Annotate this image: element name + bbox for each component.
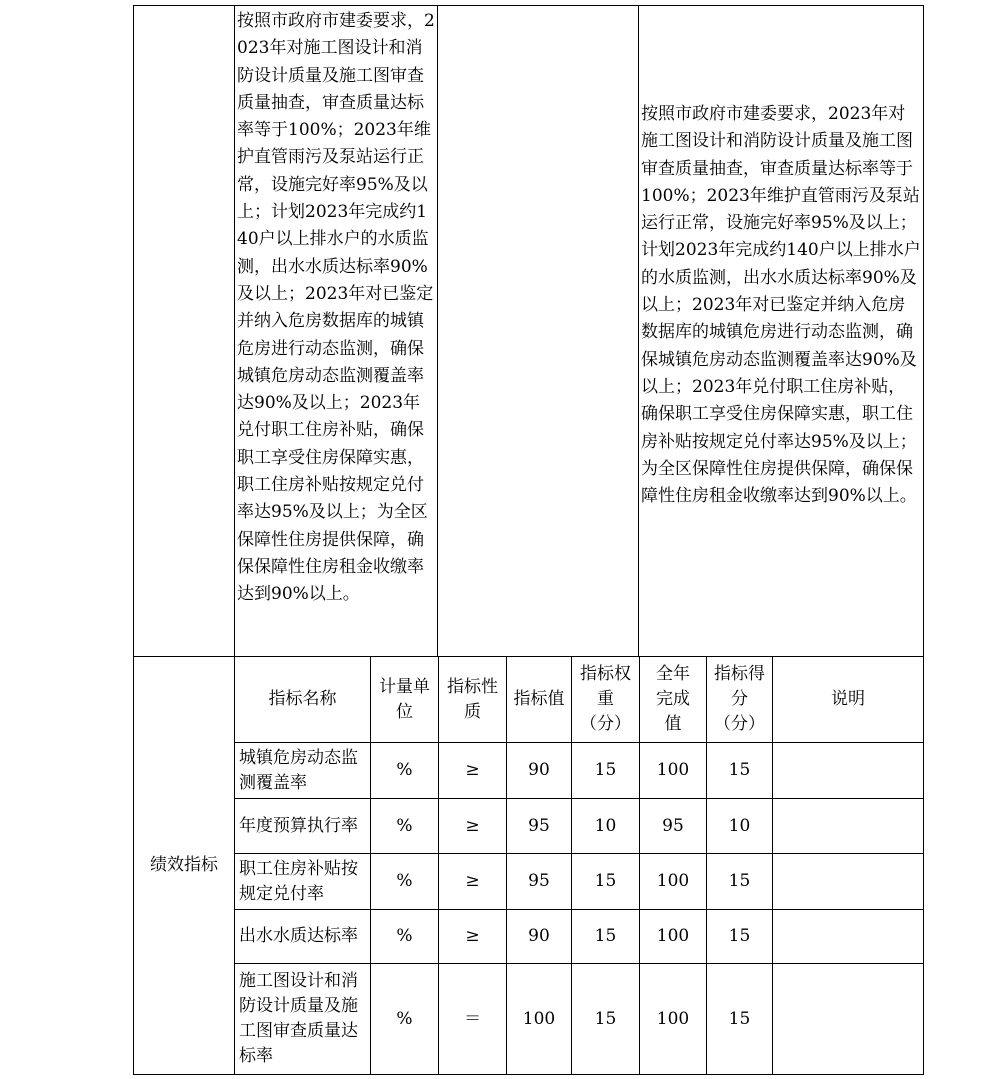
indicator-actual: 95: [662, 815, 684, 836]
indicator-name: 施工图设计和消防设计质量及施工图审查质量达标率: [239, 971, 358, 1066]
indicator-score: 15: [728, 871, 751, 891]
header-actual: 全年完成值: [656, 664, 690, 734]
header-nature: 指标性质: [447, 676, 498, 722]
goal-text-planned: 按照市政府市建委要求，2023年对施工图设计和消防设计质量及施工图审查质量抽查，审查质量达标率等于100%；2023年维护直管雨污及泵站运行正常，设施完好率95%及以上；计划2023年完成约140户以上排水户的水质监测，出水水质达标率90%及以上；2023年对已鉴定并纳入危房数据库的城镇危房进行动态监测，确保城镇危房动态监测覆盖率达90%及以上；2023年兑付职工住房补贴，确保职工享受住房保障实惠，职工住房补贴按规定兑付率达95%及以上；为全区保障性住房提供保障，确保保障性住房租金收缴率达到90%以上。: [237, 11, 435, 605]
indicator-nature: ≥: [465, 871, 480, 891]
header-weight: 指标权重（分）: [580, 664, 631, 734]
indicator-weight: 15: [594, 871, 617, 891]
indicator-name: 城镇危房动态监测覆盖率: [239, 747, 358, 793]
indicator-note: [773, 854, 923, 909]
indicator-nature: ＝: [464, 1008, 481, 1029]
indicator-unit: %: [396, 926, 413, 946]
indicator-name: 出水水质达标率: [239, 926, 358, 946]
header-value: 指标值: [513, 689, 565, 709]
indicator-unit: %: [396, 815, 413, 836]
indicator-actual: 100: [656, 760, 690, 780]
indicator-value: 100: [522, 1008, 556, 1029]
indicator-nature: ≥: [465, 760, 480, 780]
header-name: 指标名称: [268, 689, 337, 709]
indicator-weight: 15: [594, 1008, 617, 1029]
indicator-actual: 100: [656, 871, 690, 891]
indicator-unit: %: [396, 871, 413, 891]
indicator-weight: 15: [594, 926, 617, 946]
indicator-actual: 100: [656, 1008, 690, 1029]
indicator-nature: ≥: [465, 815, 480, 836]
indicator-weight: 15: [594, 760, 617, 780]
header-note: 说明: [831, 689, 865, 709]
rule: [923, 5, 924, 1075]
goal-text-actual: 按照市政府市建委要求，2023年对施工图设计和消防设计质量及施工图审查质量抽查，审查质量达标率等于100%；2023年维护直管雨污及泵站运行正常，设施完好率95%及以上；计划2023年完成约140户以上排水户的水质监测，出水水质达标率90%及以上；2023年对已鉴定并纳入危房数据库的城镇危房进行动态监测，确保城镇危房动态监测覆盖率达90%及以上；2023年兑付职工住房补贴，确保职工享受住房保障实惠，职工住房补贴按规定兑付率达95%及以上；为全区保障性住房提供保障，确保保障性住房租金收缴率达到90%以上。: [641, 104, 921, 507]
indicator-value: 90: [528, 926, 550, 946]
indicator-score: 15: [728, 926, 751, 946]
indicator-name: 年度预算执行率: [239, 815, 358, 836]
indicator-unit: %: [396, 760, 413, 780]
rule: [133, 5, 924, 6]
indicator-score: 15: [728, 1008, 751, 1029]
indicator-name: 职工住房补贴按规定兑付率: [239, 858, 358, 904]
rule: [437, 5, 438, 656]
header-unit: 计量单位: [379, 676, 430, 722]
indicator-value: 90: [528, 760, 550, 780]
indicator-unit: %: [396, 1008, 413, 1029]
indicator-score: 15: [728, 760, 751, 780]
header-score: 指标得分（分）: [714, 664, 765, 734]
indicator-note: [773, 910, 923, 963]
indicator-value: 95: [528, 815, 550, 836]
indicator-nature: ≥: [465, 926, 480, 946]
indicator-note: [773, 743, 923, 798]
indicator-note: [773, 964, 923, 1074]
section-label: 绩效指标: [150, 855, 218, 875]
indicator-actual: 100: [656, 926, 690, 946]
rule: [133, 1074, 924, 1075]
indicator-note: [773, 799, 923, 853]
rule: [638, 5, 639, 656]
indicator-score: 10: [728, 815, 751, 836]
indicator-weight: 10: [594, 815, 617, 836]
indicator-value: 95: [528, 871, 550, 891]
